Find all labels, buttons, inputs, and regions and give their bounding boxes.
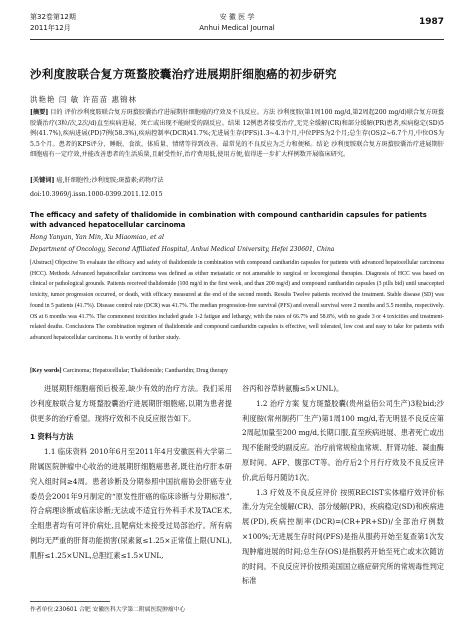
journal-name-cn: 安 徽 医 学 [219, 13, 255, 21]
journal-name [30, 12, 444, 34]
volume-issue: 第32卷第12期 [30, 13, 76, 21]
keywords-cn-text: 癌,肝细胞性;沙利度胺;斑蝥素;药物疗法 [56, 177, 164, 184]
journal-name-en: Anhui Medical Journal [199, 24, 275, 32]
english-keywords-text: Carcinoma; Hepatocellular; Thalidomide; Cantharidin; Drug therapy [63, 368, 229, 374]
english-title: The efficacy and safety of thalidomide in combination with compound cantharidin capsules for patients with advanced hepatocellular carcinoma [30, 211, 427, 229]
section-heading: 1 资料与方法 [30, 432, 74, 442]
article-title: 沙利度胺联合复方斑蝥胶囊治疗进展期肝细胞癌的初步研究 [30, 67, 337, 81]
footnote [30, 604, 232, 613]
english-keywords [30, 368, 444, 374]
treatment-plan-paragraph: 1.2 治疗方案 复方斑蝥胶囊(贵州益佰公司生产)3粒bid;沙利度胺(常州制药厂生产)第1周100 mg/d,若无明显不良反应第2周起加量至200 mg/d,长期口服,直至疾病进展、患者死亡或出现不能耐受的副反应。治疗前常规检血常规、肝肾功能、凝血酶原时间、AFP、腹部CT等。治疗后2个月行疗效及不良反应评价,此后每月随访1次。 [242, 398, 444, 482]
english-authors: Hong Yanyan, Yan Min, Xu Miaomiao, et al [30, 234, 164, 241]
english-affiliation: Department of Oncology, Second Affiliated Hospital, Anhui Medical University, Hefei 230601, China [30, 246, 335, 253]
english-abstract: [Abstract] Objective To evaluate the efficacy and safety of thalidomide in combination with compound cantharidin capsules for patients with advanced hepatocellular carcinoma (HCC). Methods Advanced hepatocellular carcinoma was defined as either metastatic or not amenable to surgical or locoregional therapies. Diagnosis of HCC was based on clinical or pathological grounds. Patients received thalidomide (100 mg/d in the first week, and than 200 mg/d) and compound cantharidin capsules (3 pills bid) until unaccepted toxicity, tumor progression occurred, or death, with efficacy measured at the end of the second month. Results Twelve patients received the treatment. Stable disease (SD) was found in 5 patients (41.7%). Disease control rate (DCR) was 41.7%. The median progression-free survival (PFS) and overall survival were 2 months and 5.5 months, respectively. OS at 6 months was 41.7%. The commonest toxicities included grade 1-2 fatigue and lethargy, with the rates of 66.7% and 58.8%, with no grade 3 or 4 toxicities and treatment-related deaths. Conclusions The combination regimen of thalidomide and compound cantharidin capsules is effective, well tolerated, low cost and easy to take for patients with advanced hepatocellular carcinoma. It is worthy of further study. [30, 260, 444, 341]
running-header [30, 12, 444, 44]
author-list: 洪艳艳 闫 敏 许苗苗 惠锦林 [30, 95, 138, 104]
footnote-text: 作者单位:230601 合肥 安徽医科大学第二附属医院肿瘤中心 [30, 607, 186, 613]
continued-paragraph: 谷丙和谷草转氨酶≤5×UNL)。 [242, 384, 344, 393]
intro-paragraph: 进展期肝细胞癌预后极差,缺少有效的治疗方法。我们采用沙利度胺联合复方斑蝥胶囊治疗进展期肝细胞癌,以期为患者提供更多的治疗希望。现将疗效和不良反应报告如下。 [30, 384, 232, 423]
footnote-rule [30, 601, 110, 602]
abstract-cn [30, 108, 444, 161]
issue-date: 2011年12月 [30, 24, 71, 32]
page-number: 1987 [418, 17, 444, 27]
body-column-right [242, 382, 444, 589]
abstract-cn-text: 目的 评价沙利度胺联合复方斑蝥胶囊治疗进展期肝细胞癌的疗效及不良反应。方法 沙利度胺(第1周100 mg/d,第2周起200 mg/d)联合复方斑蝥胶囊治疗(3粒/次,2次/d)直至疾病进展、死亡或出现不能耐受的副反应。结果 12例患者接受治疗,无完全缓解(CR)和部分缓解(PR)患者,疾病稳定(SD)5例(41.7%),疾病进展(PD)7例(58.3%),疾病控制率(DCR)41.7%;无进展生存(PFS)1.3~4.3个月,中位PFS为2个月;总生存(OS)2~6.7个月,中位OS为5.5个月。患者的KPS评分、睡眠、食欲、体质量、情绪等得到改善。最常见的不良反应为乏力和便秘。结论 沙利度胺联合复方斑蝥胶囊治疗进展期肝细胞癌有一定疗效,并能改善患者的生活质量,且耐受性好,治疗费用低,使用方便,值得进一步扩大样例数开展临床研究。 [30, 109, 445, 158]
abstract-cn-label: [摘要] [30, 109, 49, 116]
keywords-cn [30, 176, 444, 187]
clinical-data-paragraph: 1.1 临床资料 2010年6月至2011年4月安徽医科大学第二附属医院肿瘤中心收治的进展期肝细胞癌患者,既往治疗肝本研究入组时间≥4周。患者诊断及分期参照中国抗癌协会肝癌专业委员会2001年9月制定的“原发性肝癌的临床诊断与分期标准”,符合病理诊断或临床诊断;无法或不适宜行外科手术及TACE术,全组患者均有可评价病灶,且靶病灶未接受过局部治疗。所有病例均无严重的肝肾功能损害(尿素氮≤1.25×正常值上限(UNL),肌酐≤1.25×UNL,总胆红素≤1.5×UNL, [30, 447, 232, 560]
body-column-left [30, 382, 232, 564]
evaluation-paragraph: 1.3 疗效及不良反应评价 按照RECIST实体瘤疗效评价标准,分为完全缓解(CR)、部分缓解(PR)、疾病稳定(SD)和疾病进展(PD),疾病控制率(DCR)=(CR+PR+SD)/全部治疗例数×100%;无进展生存时间(PFS)是指从服药开始至复查第1次发现肿瘤进展的时间;总生存(OS)是指服药开始至死亡或末次随访的时间。不良反应评价按照美国国立癌症研究所的常规毒性判定标准 [242, 487, 444, 586]
doi: doi:10.3969/j.issn.1000-0399.2011.12.015 [30, 191, 163, 198]
english-keywords-label: [Key words] [30, 368, 62, 374]
keywords-cn-label: [关键词] [30, 177, 55, 184]
header-rule [30, 39, 444, 40]
